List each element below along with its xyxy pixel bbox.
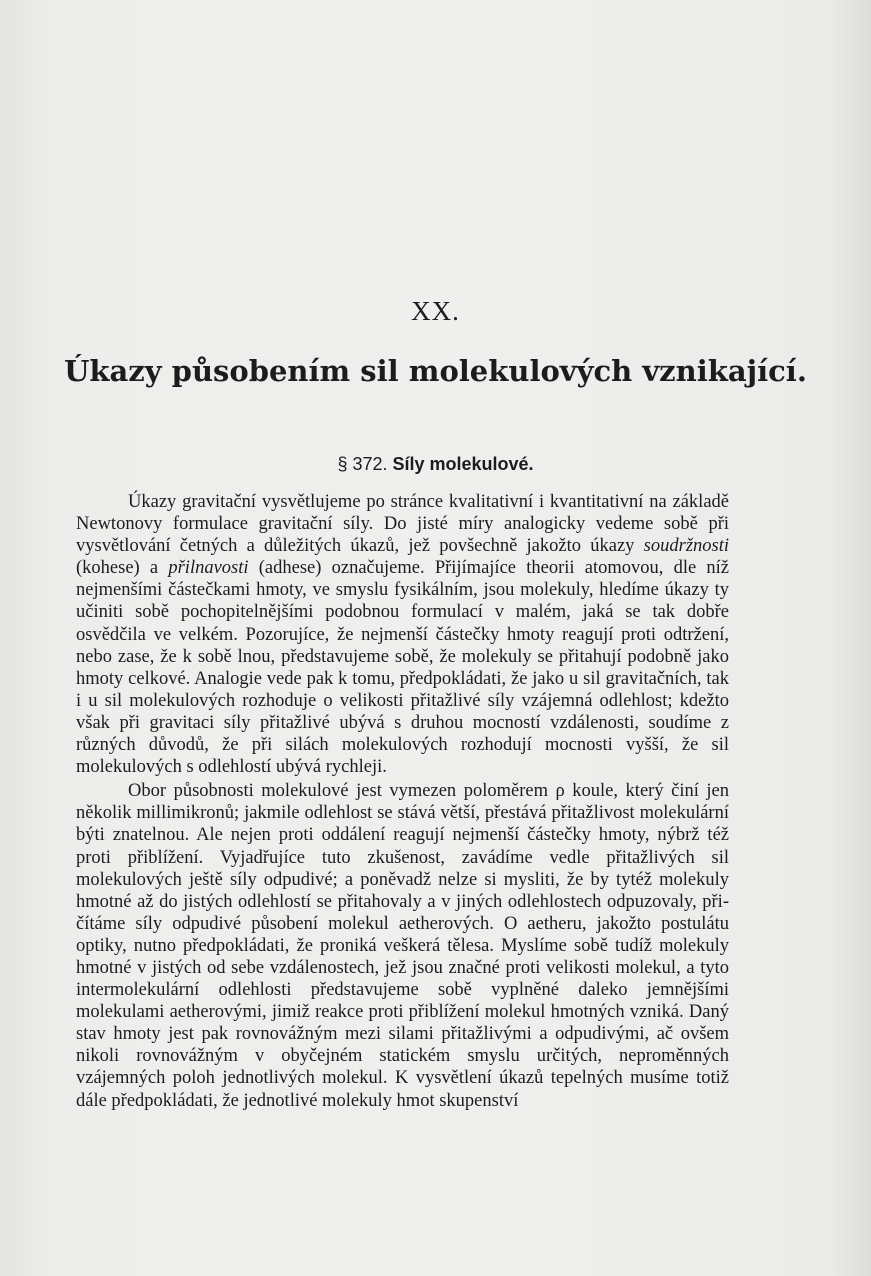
term-soudrznosti: soudržnosti	[643, 536, 729, 557]
paragraph-1-part-3: (adhese) označujeme. Přijímajíce theorii atomovou, dle níž nejmenšími částečkami hmoty, ve smyslu fysikálním, jsou molekuly, hledíme úkazy ty učiniti sobě pochopitelnějšími podobnou formulací v malém, jaká se tak dobře osvědčila ve velkém. Pozorujíce, že nejmenší částečky hmoty reagují proti odtržení, nebo zase, že k sobě lnou, představujeme sobě, že molekuly se přitahují podobně jako hmoty celkové. Analogie vede pak k tomu, předpokládati, že jako u sil gravitačních, tak i u sil molekulových rozhoduje o velikosti přitažlivé síly vzájemná odlehlost; kdežto však při gravitaci síly přitažlivé ubývá s druhou mocností vzdálenosti, soudíme z různých důvodů, že při silách molekulových rozhodují mocnosti vyšší, že sil molekulových s odlehlostí ubývá rychleji.	[76, 558, 729, 778]
chapter-number: XX.	[411, 296, 460, 326]
section-name: Síly molekulové.	[392, 454, 534, 474]
paragraph-1-part-1: Úkazy gravitační vysvětlujeme po stránce kvalitativní i kvantitativní na základě Newtonovy formulace gravitační síly. Do jisté míry analogicky vedeme sobě při vysvětlování četných a důležitých úkazů, jež povšechně jakožto úkazy	[76, 492, 729, 557]
paragraph-1-part-2: (kohese) a	[76, 558, 169, 579]
chapter-title: Úkazy působením sil molekulových vznikající.	[64, 354, 807, 388]
section-heading	[0, 454, 871, 475]
paragraph-1	[76, 491, 729, 778]
paragraph-2: Obor působnosti molekulové jest vymezen poloměrem ρ koule, který činí jen několik millimikronů; jakmile odlehlost se stává větší, přestává přitažlivost molekulární býti znatelnou. Ale nejen proti oddálení reagují nejmenší částečky hmoty, nýbrž též proti přiblížení. Vyjadřujíce tuto zkušenost, zavádíme vedle přitažlivých sil molekulových ještě síly odpudivé; a poněvadž nelze si mysliti, že by tytéž molekuly hmotné až do jistých odlehlostí se přitahovaly a v jiných odlehlostech odpuzovaly, přičítáme síly odpudivé působení molekul aetherových. O aetheru, jakožto postulátu optiky, nutno předpokládati, že proniká veškerá tělesa. Myslíme sobě tudíž molekuly hmotné v jistých od sebe vzdálenostech, jež jsou značné proti velikosti molekul, a tyto intermolekulární odlehlosti představujeme sobě vyplněné daleko jemnějšími molekulami aetherovými, jimiž reakce proti přiblížení molekul hmotných vzniká. Daný stav hmoty jest pak rovnovážným mezi silami přitažlivými a odpudivými, ač ovšem nikoli rovnovážným v obyčejném statickém smyslu určitých, neproměnných vzájemných poloh jednotlivých molekul. K vysvětlení úkazů tepelných musíme totiž dále předpokládati, že jednotlivé molekuly hmot skupenství	[76, 781, 729, 1111]
section-number: § 372.	[337, 454, 388, 474]
body-text	[76, 491, 729, 1112]
term-prilnavosti: přilnavosti	[168, 558, 249, 579]
